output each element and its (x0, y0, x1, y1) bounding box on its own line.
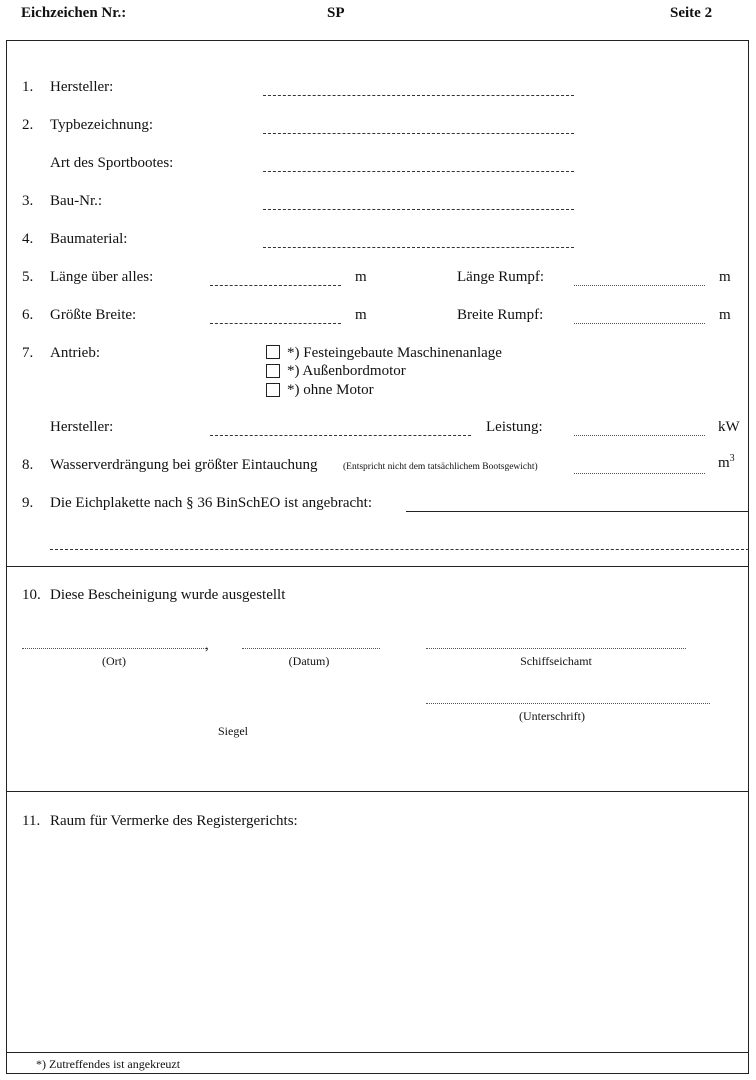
propulsion-label: Antrieb: (50, 345, 100, 361)
item-number: 4. (22, 231, 34, 247)
power-field[interactable] (574, 435, 705, 436)
place-field[interactable] (22, 648, 206, 649)
hull-beam-label: Breite Rumpf: (457, 307, 544, 323)
manufacturer-label: Hersteller: (50, 79, 114, 95)
power-unit: kW (718, 419, 740, 435)
max-beam-label: Größte Breite: (50, 307, 137, 323)
item-number: 2. (22, 117, 34, 133)
section-divider (6, 791, 749, 792)
unit-label: m (355, 269, 367, 285)
length-overall-field[interactable] (210, 285, 341, 286)
item-number: 3. (22, 193, 34, 209)
outboard-motor-checkbox[interactable] (266, 364, 280, 378)
boat-type-field[interactable] (263, 171, 574, 172)
registration-prefix: SP (327, 5, 345, 21)
unit-label: m (355, 307, 367, 323)
displacement-label: Wasserverdrängung bei größter Eintauchung (50, 457, 318, 473)
page-number: Seite 2 (670, 5, 713, 21)
unit-label: m (719, 269, 731, 285)
displacement-unit: $m^3$ (718, 453, 735, 471)
date-field[interactable] (242, 648, 380, 649)
length-overall-label: Länge über alles: (50, 269, 154, 285)
date-caption: (Datum) (288, 654, 330, 668)
item-number: 8. (22, 457, 34, 473)
displacement-field[interactable] (574, 473, 705, 474)
fixed-engine-option: *) Festeingebaute Maschinenanlage (287, 345, 502, 361)
issued-label: Diese Bescheinigung wurde ausgestellt (50, 587, 286, 603)
engine-manufacturer-field[interactable] (210, 435, 471, 436)
item-number: 1. (22, 79, 34, 95)
signature-caption: (Unterschrift) (519, 709, 585, 723)
no-motor-checkbox[interactable] (266, 383, 280, 397)
build-number-field[interactable] (263, 209, 574, 210)
calibration-plate-field-continued[interactable] (50, 549, 749, 550)
engine-manufacturer-label: Hersteller: (50, 419, 114, 435)
type-designation-label: Typbezeichnung: (50, 117, 154, 133)
seal-label: Siegel (218, 724, 248, 738)
place-caption: (Ort) (102, 654, 126, 668)
section-divider (6, 566, 749, 567)
item-number: 5. (22, 269, 34, 285)
court-notes-label: Raum für Vermerke des Registergerichts: (50, 813, 298, 829)
authority-caption: Schiffseichamt (520, 654, 592, 668)
hull-length-label: Länge Rumpf: (457, 269, 545, 285)
material-field[interactable] (263, 247, 574, 248)
item-number: 6. (22, 307, 34, 323)
boat-type-label: Art des Sportbootes: (50, 155, 174, 171)
calibration-plate-label: Die Eichplakette nach § 36 BinSchEO ist angebracht: (50, 495, 372, 511)
no-motor-option: *) ohne Motor (287, 382, 374, 398)
build-number-label: Bau-Nr.: (50, 193, 103, 209)
signature-field[interactable] (426, 703, 710, 704)
item-number: 9. (22, 495, 34, 511)
court-notes-area[interactable] (22, 840, 742, 1045)
max-beam-field[interactable] (210, 323, 341, 324)
footnote: *) Zutreffendes ist angekreuzt (36, 1057, 181, 1071)
hull-length-field[interactable] (574, 285, 705, 286)
item-number: 7. (22, 345, 34, 361)
item-number: 11. (22, 813, 41, 829)
manufacturer-field[interactable] (263, 95, 574, 96)
power-label: Leistung: (486, 419, 543, 435)
comma-separator: , (205, 637, 209, 653)
outboard-motor-option: *) Außenbordmotor (287, 363, 406, 379)
calibration-plate-field[interactable] (406, 511, 749, 512)
registration-number-label: Eichzeichen Nr.: (21, 5, 127, 21)
material-label: Baumaterial: (50, 231, 128, 247)
displacement-note: (Entspricht nicht dem tatsächlichem Bootsgewicht) (343, 462, 538, 472)
unit-label: m (719, 307, 731, 323)
authority-field[interactable] (426, 648, 686, 649)
item-number: 10. (22, 587, 41, 603)
hull-beam-field[interactable] (574, 323, 705, 324)
fixed-engine-checkbox[interactable] (266, 345, 280, 359)
type-designation-field[interactable] (263, 133, 574, 134)
footer-divider (6, 1052, 749, 1053)
